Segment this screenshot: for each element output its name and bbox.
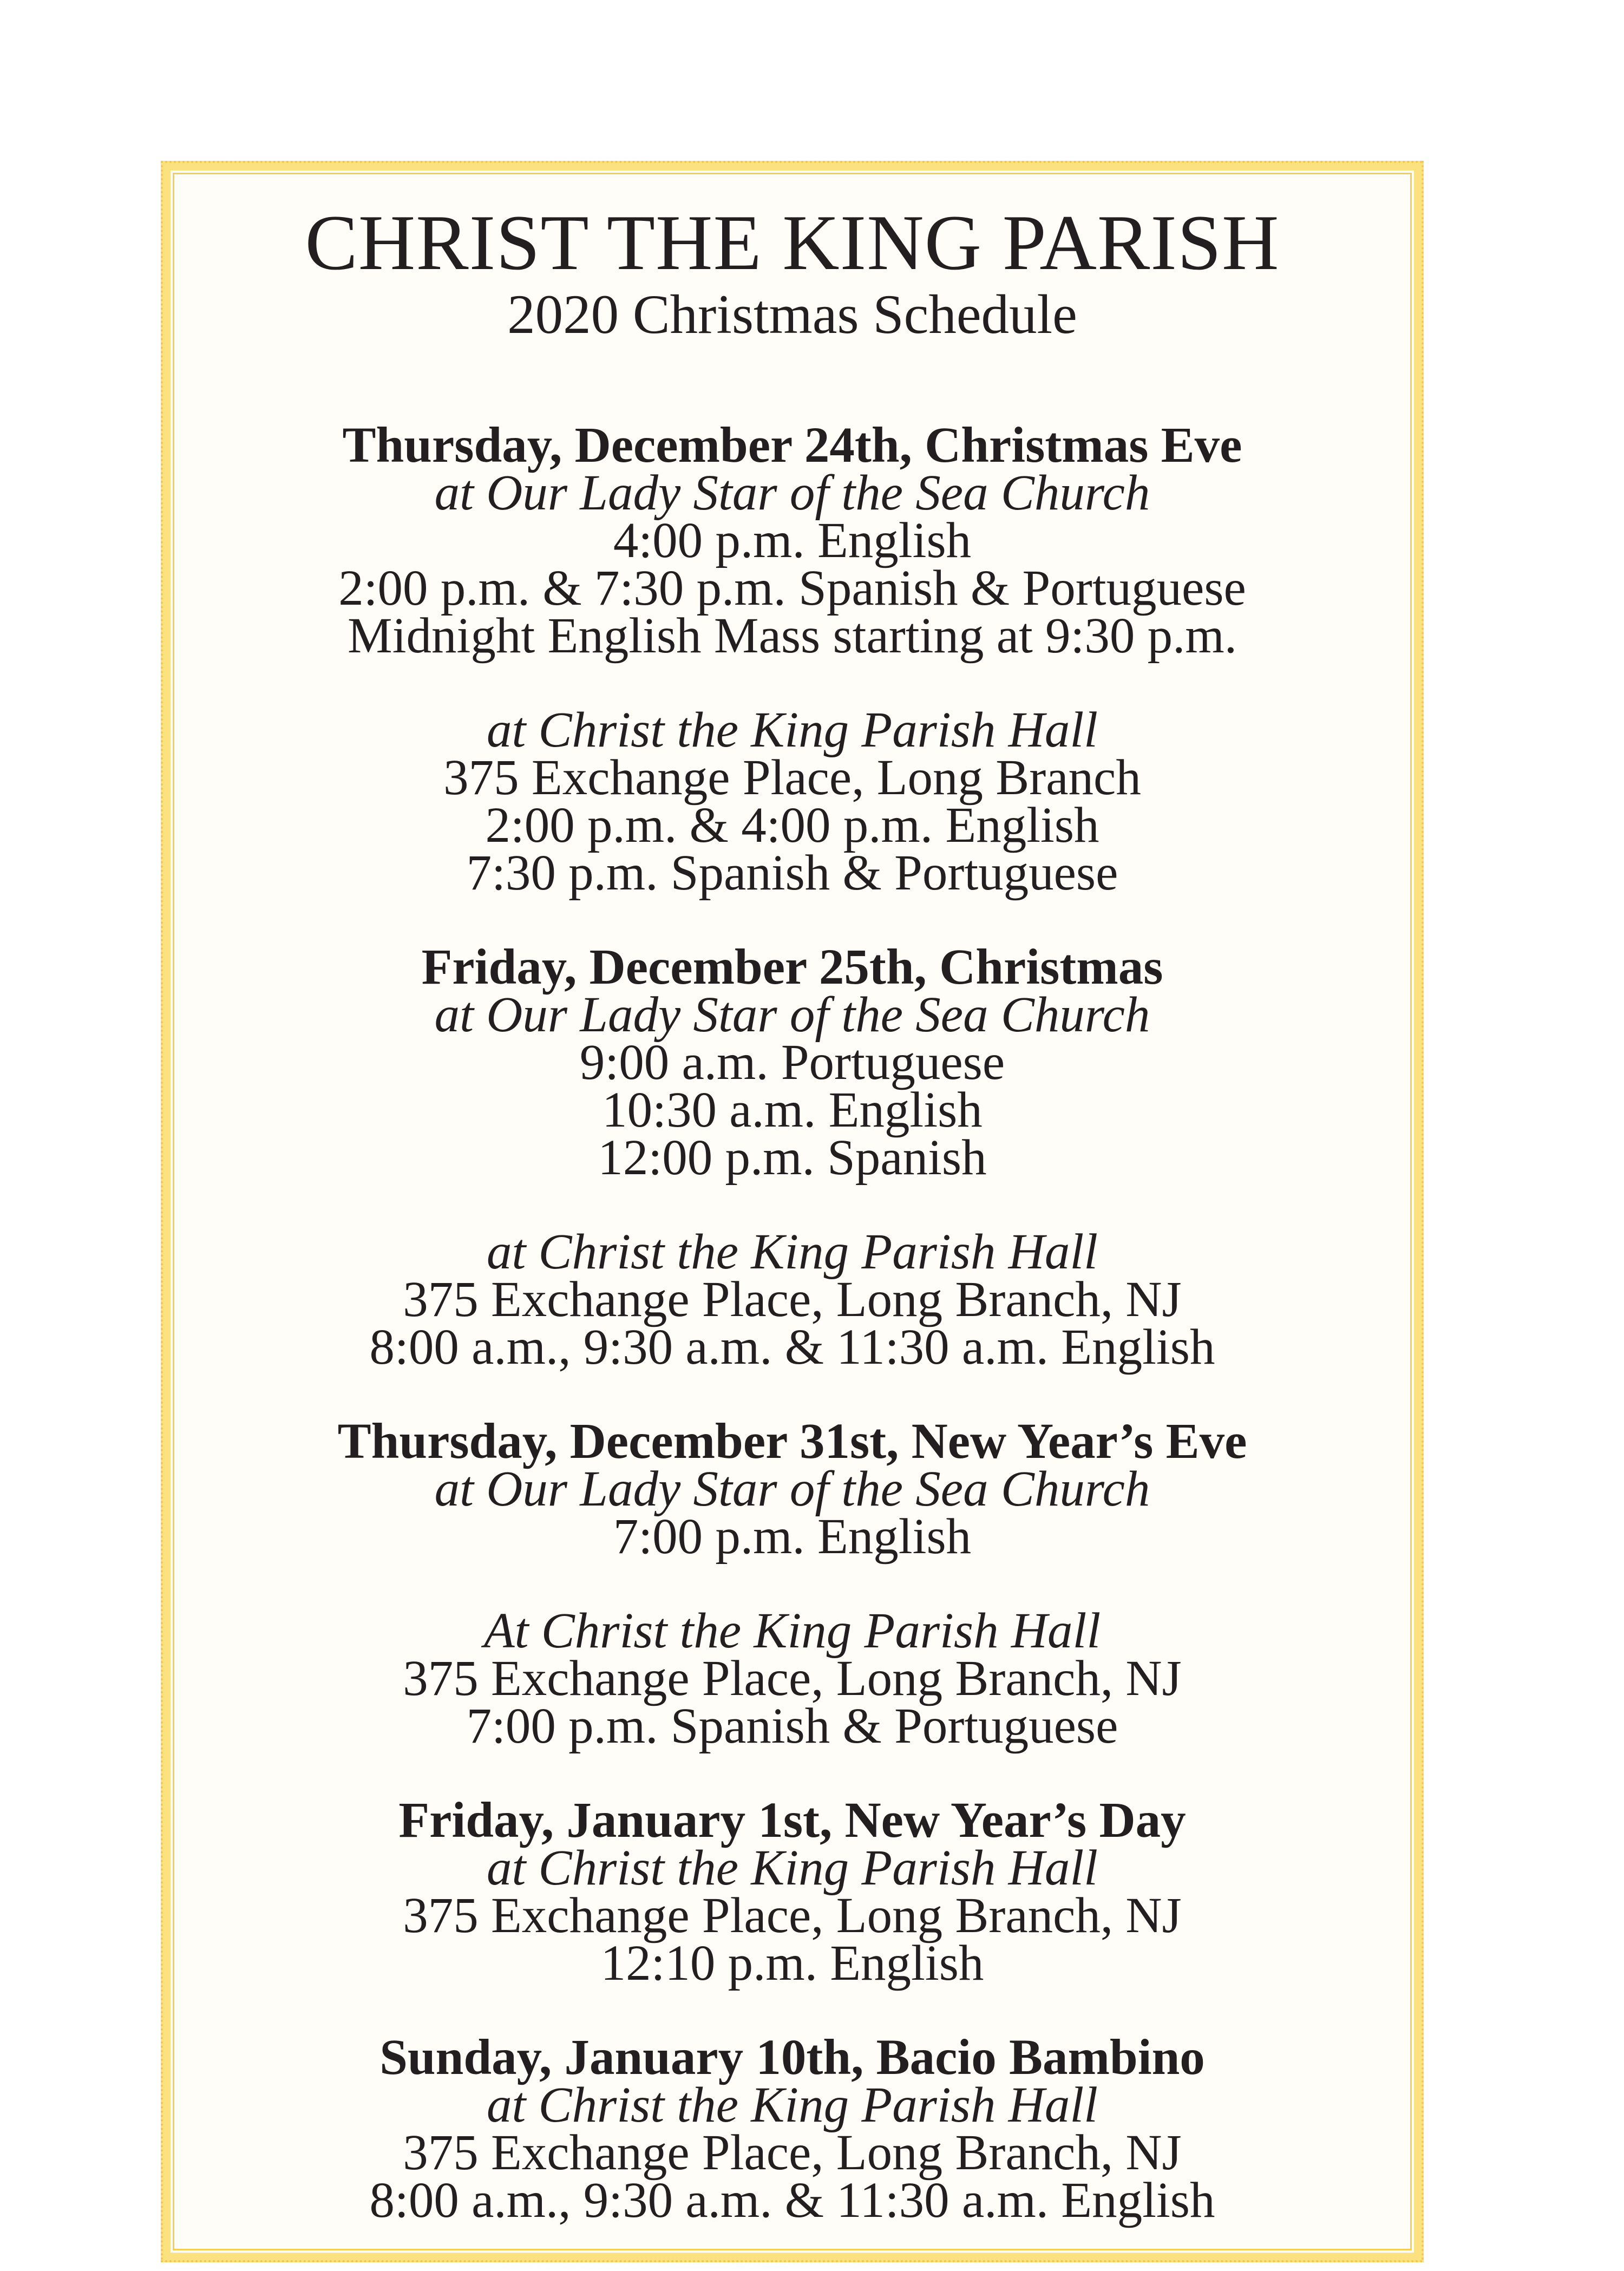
day-heading: Friday, January 1st, New Year’s Day [398,1792,1186,1848]
mass-time: 8:00 a.m., 9:30 a.m. & 11:30 a.m. English [369,1319,1215,1375]
venue-line: at Christ the King Parish Hall [486,1840,1098,1896]
day-heading: Sunday, January 10th, Bacio Bambino [379,2030,1205,2085]
schedule-group-dec24-star [171,417,1414,664]
mass-time: 7:30 p.m. Spanish & Portuguese [466,845,1118,901]
mass-time: 9:00 a.m. Portuguese [579,1035,1005,1090]
schedule-group-dec31-star [171,1413,1414,1565]
mass-time: 2:00 p.m. & 7:30 p.m. Spanish & Portuguese [338,560,1246,616]
venue-line: at Our Lady Star of the Sea Church [434,987,1150,1043]
venue-line: At Christ the King Parish Hall [483,1603,1101,1659]
schedule-group-dec24-hall [171,702,1414,901]
venue-line: at Christ the King Parish Hall [486,1224,1098,1280]
address-line: 375 Exchange Place, Long Branch, NJ [403,2125,1182,2181]
address-line: 375 Exchange Place, Long Branch, NJ [403,1888,1182,1943]
mass-time: Midnight English Mass starting at 9:30 p.m. [348,608,1237,664]
schedule-frame [161,161,1424,2262]
schedule-group-jan10-hall [171,2030,1414,2228]
venue-line: at Our Lady Star of the Sea Church [434,1461,1150,1517]
day-heading: Friday, December 25th, Christmas [421,939,1163,995]
venue-line: at Christ the King Parish Hall [486,2077,1098,2133]
mass-time: 12:00 p.m. Spanish [598,1130,987,1186]
address-line: 375 Exchange Place, Long Branch, NJ [403,1651,1182,1706]
schedule-content [171,199,1414,2271]
day-heading: Thursday, December 31st, New Year’s Eve [337,1413,1247,1469]
mass-time: 7:00 p.m. Spanish & Portuguese [466,1698,1118,1754]
schedule-list [171,417,1414,2228]
address-line: 375 Exchange Place, Long Branch, NJ [403,1272,1182,1327]
mass-time: 8:00 a.m., 9:30 a.m. & 11:30 a.m. English [369,2172,1215,2228]
schedule-group-dec31-hall [171,1603,1414,1754]
schedule-group-jan1-hall [171,1792,1414,1991]
venue-line: at Christ the King Parish Hall [486,702,1098,758]
mass-time: 10:30 a.m. English [602,1082,983,1138]
schedule-group-dec25-hall [171,1224,1414,1375]
mass-time: 12:10 p.m. English [600,1935,984,1991]
schedule-group-dec25-star [171,939,1414,1186]
parish-title: CHRIST THE KING PARISH [305,199,1280,286]
venue-line: at Our Lady Star of the Sea Church [434,465,1150,521]
address-line: 375 Exchange Place, Long Branch [443,750,1141,806]
schedule-subtitle: 2020 Christmas Schedule [507,284,1077,345]
mass-time: 2:00 p.m. & 4:00 p.m. English [485,797,1099,853]
mass-time: 4:00 p.m. English [613,513,972,568]
day-heading: Thursday, December 24th, Christmas Eve [342,417,1242,473]
mass-time: 7:00 p.m. English [613,1509,972,1565]
